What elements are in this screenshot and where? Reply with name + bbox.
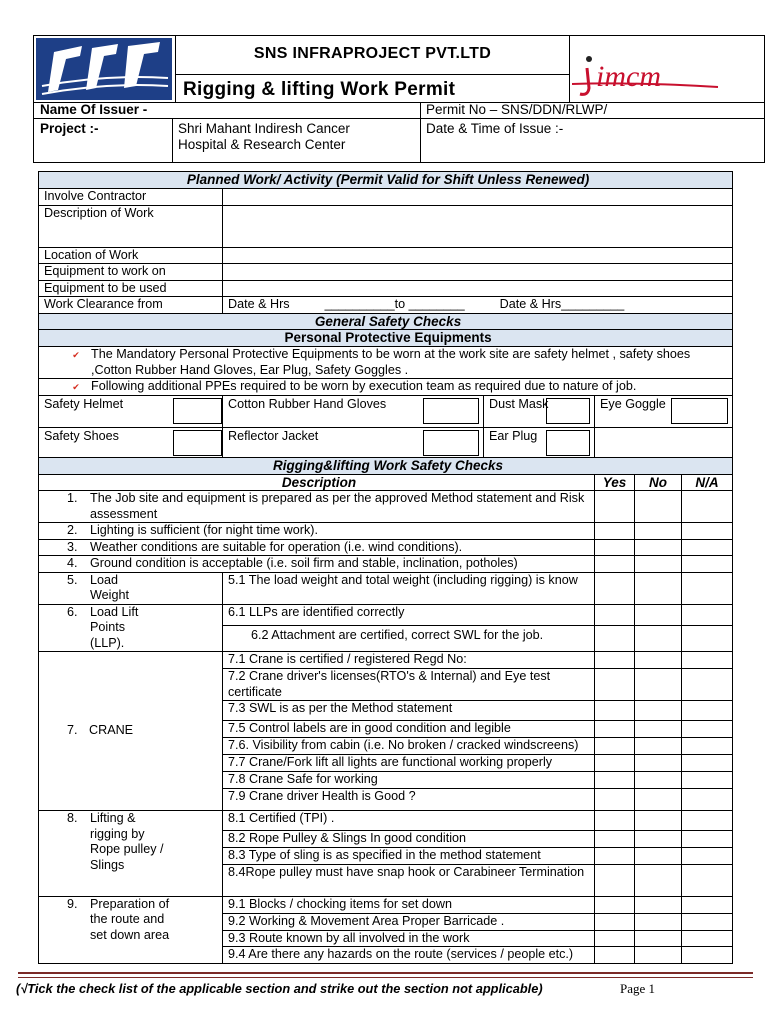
check-item-text: 6.1 LLPs are identified correctly [223,604,595,625]
ppe-bullet-1 [39,347,733,379]
involve-contractor-label: Involve Contractor [39,189,223,206]
na-cell[interactable] [682,652,733,669]
na-cell[interactable] [682,789,733,811]
yes-cell[interactable] [595,604,635,625]
table-row [39,652,733,669]
planned-work-heading: Planned Work/ Activity (Permit Valid for Shift Unless Renewed) [39,172,733,189]
na-cell[interactable] [682,848,733,865]
description-of-work-field[interactable] [223,205,733,247]
page-number: Page 1 [620,981,656,996]
na-cell[interactable] [682,947,733,964]
item-number: 9. [67,896,78,911]
col-na: N/A [682,474,733,491]
project-label: Project :- [40,121,99,136]
no-cell[interactable] [635,930,682,947]
item-number: 7. [67,723,78,738]
yes-cell[interactable] [595,572,635,604]
check-item-text: 7.8 Crane Safe for working [223,772,595,789]
ppe-ear-plug [484,427,595,457]
bullet-icon: ✔ [72,382,80,392]
group-label: Load Weight [90,572,129,602]
ppe-dust-mask-label: Dust Mask [489,396,549,411]
check-item-text: 8.1 Certified (TPI) . [223,811,595,831]
yes-cell[interactable] [595,625,635,651]
check-item-text: 8.3 Type of sling is as specified in the method statement [223,848,595,865]
item-number: 3. [67,539,78,554]
safety-helmet-checkbox[interactable] [173,398,222,424]
yes-cell[interactable] [595,930,635,947]
table-row [39,604,733,625]
col-yes: Yes [595,474,635,491]
ppe-reflector-jacket [223,427,484,457]
item-number: 1. [67,491,78,505]
date-time-label: Date & Time of Issue :- [426,121,564,136]
no-cell[interactable] [635,523,682,540]
yes-cell[interactable] [595,789,635,811]
yes-cell[interactable] [595,669,635,701]
no-cell[interactable] [635,738,682,755]
check-item-text: 9.1 Blocks / chocking items for set down [223,896,595,913]
work-clearance-field[interactable]: Date & Hrs __________to ________ Date & Hrs_________ [223,297,733,314]
na-cell[interactable] [682,896,733,913]
yes-cell[interactable] [595,811,635,831]
check-item-text: Ground condition is acceptable (i.e. soil firm and stable, inclination, potholes) [90,556,518,570]
na-cell[interactable] [682,669,733,701]
group-label: Preparation of the route and set down area [90,896,170,942]
no-cell[interactable] [635,848,682,865]
check-item-text: 7.5 Control labels are in good condition and legible [223,721,595,738]
table-row [39,572,733,604]
table-row [39,896,733,913]
project-line2: Hospital & Research Center [178,137,346,152]
no-cell[interactable] [635,789,682,811]
check-item-text: 8.4Rope pulley must have snap hook or Carabineer Termination [223,864,595,896]
check-item-text: Weather conditions are suitable for operation (i.e. wind conditions). [90,539,463,554]
equipment-to-be-used-label: Equipment to be used [39,280,223,297]
yes-cell[interactable] [595,652,635,669]
na-cell[interactable] [682,721,733,738]
yes-cell[interactable] [595,772,635,789]
check-item-text: 7.7 Crane/Fork lift all lights are functional working properly [223,755,595,772]
no-cell[interactable] [635,755,682,772]
no-cell[interactable] [635,491,682,523]
ppe-dust-mask [484,395,595,427]
no-cell[interactable] [635,831,682,848]
table-row [39,523,733,540]
item-number: 4. [67,556,78,570]
involve-contractor-field[interactable] [223,189,733,206]
no-cell[interactable] [635,669,682,701]
no-cell[interactable] [635,539,682,556]
col-description: Description [39,474,595,491]
na-cell[interactable] [682,604,733,625]
na-cell[interactable] [682,864,733,896]
ppe-gloves [223,395,484,427]
ppe-gloves-label: Cotton Rubber Hand Gloves [228,396,387,411]
check-item-text: 7.6. Visibility from cabin (i.e. No broken / cracked windscreens) [223,738,595,755]
na-cell[interactable] [682,539,733,556]
item-number: 2. [67,523,78,537]
no-cell[interactable] [635,721,682,738]
eye-goggle-checkbox[interactable] [671,398,728,424]
ppe-eye-goggle-label: Eye Goggle [600,396,666,411]
na-cell[interactable] [682,913,733,930]
yes-cell[interactable] [595,913,635,930]
safety-shoes-checkbox[interactable] [173,430,222,456]
yes-cell[interactable] [595,523,635,540]
no-cell[interactable] [635,947,682,964]
permit-no: Permit No – SNS/DDN/RLWP/ [426,102,608,117]
check-item-text: 7.2 Crane driver's licenses(RTO's & Internal) and Eye test certificate [223,669,595,701]
svg-text:SNS: SNS [36,38,39,39]
no-cell[interactable] [635,604,682,625]
yes-cell[interactable] [595,539,635,556]
check-item-text: 9.3 Route known by all involved in the work [223,930,595,947]
company-logo [36,38,172,100]
na-cell[interactable] [682,738,733,755]
ear-plug-checkbox[interactable] [546,430,590,456]
yes-cell[interactable] [595,738,635,755]
no-cell[interactable] [635,896,682,913]
description-of-work-label: Description of Work [39,205,223,247]
check-item-text: 7.3 SWL is as per the Method statement [223,701,595,721]
gloves-checkbox[interactable] [423,398,479,424]
no-cell[interactable] [635,913,682,930]
no-cell[interactable] [635,625,682,651]
group-label: CRANE [89,723,134,738]
no-cell[interactable] [635,772,682,789]
reflector-jacket-checkbox[interactable] [423,430,479,456]
na-cell[interactable] [682,930,733,947]
ppe-safety-helmet-label: Safety Helmet [44,396,124,411]
ppe-safety-helmet [39,395,223,427]
yes-cell[interactable] [595,701,635,721]
bullet-icon: ✔ [72,350,80,360]
yes-cell[interactable] [595,848,635,865]
svg-text:imcm: imcm [596,60,661,93]
na-cell[interactable] [682,701,733,721]
na-cell[interactable] [682,491,733,523]
ppe-heading: Personal Protective Equipments [39,330,733,347]
group-label: Load Lift Points (LLP). [90,604,139,650]
no-cell[interactable] [635,701,682,721]
check-item-text: 8.2 Rope Pulley & Slings In good condition [223,831,595,848]
yes-cell[interactable] [595,831,635,848]
rigging-checks-heading: Rigging&lifting Work Safety Checks [39,457,733,474]
check-item-text: 7.9 Crane driver Health is Good ? [223,789,595,811]
name-of-issuer-label: Name Of Issuer - [40,102,148,117]
yes-cell[interactable] [595,491,635,523]
location-of-work-field[interactable] [223,247,733,264]
no-cell[interactable] [635,652,682,669]
na-cell[interactable] [682,625,733,651]
no-cell[interactable] [635,556,682,573]
ppe-ear-plug-label: Ear Plug [489,428,538,443]
work-clearance-label: Work Clearance from [39,297,223,314]
na-cell[interactable] [682,556,733,573]
table-row [39,491,733,523]
na-cell[interactable] [682,831,733,848]
na-cell[interactable] [682,811,733,831]
no-cell[interactable] [635,811,682,831]
table-row [39,811,733,831]
table-row [39,539,733,556]
item-number: 6. [67,604,78,619]
ppe-bullet-2 [39,379,733,396]
equipment-to-be-used-field[interactable] [223,280,733,297]
ppe-safety-shoes-label: Safety Shoes [44,428,119,443]
item-number: 8. [67,811,78,825]
yes-cell[interactable] [595,755,635,772]
general-safety-heading: General Safety Checks [39,313,733,330]
ppe-safety-shoes [39,427,223,457]
client-logo [572,40,762,100]
check-item-text: 7.1 Crane is certified / registered Regd No: [223,652,595,669]
check-item-text: 9.4 Are there any hazards on the route (services / people etc.) [223,947,595,964]
project-line1: Shri Mahant Indiresh Cancer [178,121,350,136]
dust-mask-checkbox[interactable] [546,398,590,424]
item-number: 5. [67,572,78,587]
ppe-reflector-jacket-label: Reflector Jacket [228,428,319,443]
yes-cell[interactable] [595,947,635,964]
na-cell[interactable] [682,755,733,772]
table-row [39,556,733,573]
yes-cell[interactable] [595,556,635,573]
yes-cell[interactable] [595,896,635,913]
check-item-text: The Job site and equipment is prepared as per the approved Method statement and Risk assessment [90,491,585,521]
col-no: No [635,474,682,491]
ppe-bullet-2-text: Following additional PPEs required to be worn by execution team as required due to nature of job. [91,379,637,393]
yes-cell[interactable] [595,864,635,896]
na-cell[interactable] [682,772,733,789]
no-cell[interactable] [635,864,682,896]
equipment-to-work-on-field[interactable] [223,264,733,281]
check-item-text: 6.2 Attachment are certified, correct SWL for the job. [223,625,595,651]
equipment-to-work-on-label: Equipment to work on [39,264,223,281]
na-cell[interactable] [682,572,733,604]
yes-cell[interactable] [595,721,635,738]
check-item-text: Lighting is sufficient (for night time work). [90,523,318,537]
permit-form-table [38,171,733,964]
check-item-text: 5.1 The load weight and total weight (including rigging) is know [223,572,595,604]
footer-note: (√Tick the check list of the applicable section and strike out the section not applicable) [16,981,543,996]
ppe-empty-cell [595,427,733,457]
ppe-bullet-1-text: The Mandatory Personal Protective Equipments to be worn at the work site are safety helmet , safety shoes ,Cotton Rubber Hand Gloves, Ear Plug, Safety Goggles . [91,347,691,377]
na-cell[interactable] [682,523,733,540]
page-title: Rigging & lifting Work Permit [183,79,456,100]
no-cell[interactable] [635,572,682,604]
ppe-eye-goggle [595,395,733,427]
footer-rule [18,972,753,978]
check-item-text: 9.2 Working & Movement Area Proper Barricade . [223,913,595,930]
location-of-work-label: Location of Work [39,247,223,264]
company-name: SNS INFRAPROJECT PVT.LTD [253,45,492,62]
group-label: Lifting & rigging by Rope pulley / Slings [90,811,164,872]
